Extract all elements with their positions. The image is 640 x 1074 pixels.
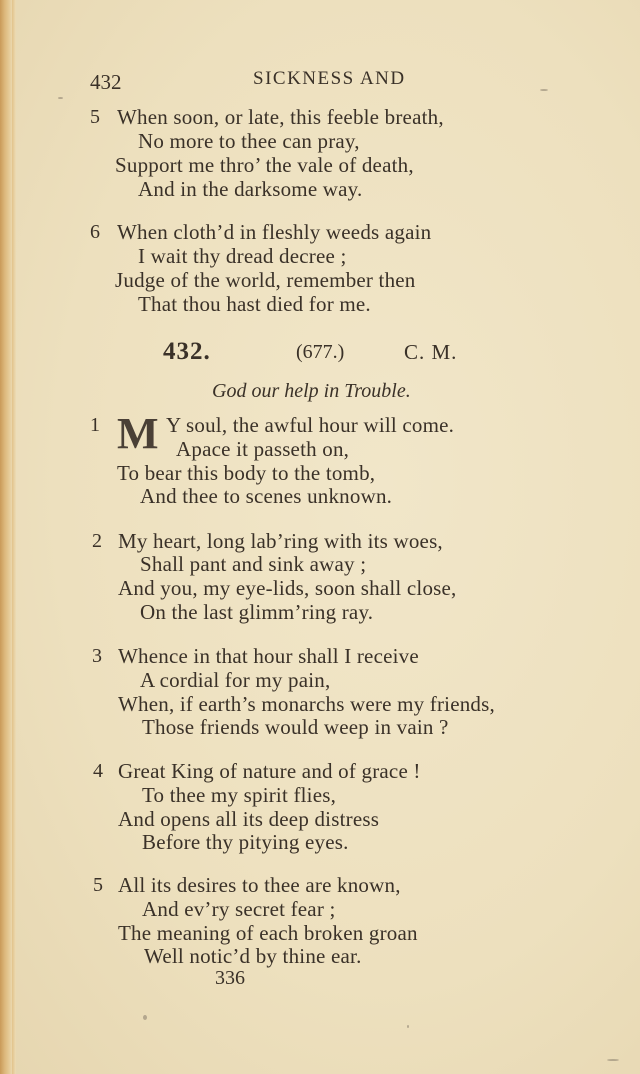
book-gutter-shadow bbox=[12, 0, 16, 1074]
hymn-title: God our help in Trouble. bbox=[212, 380, 411, 402]
paper-speck bbox=[607, 1059, 619, 1061]
verse-line: When soon, or late, this feeble breath, bbox=[117, 105, 444, 129]
verse-line: On the last glimm’ring ray. bbox=[140, 600, 374, 624]
signature-mark: 336 bbox=[215, 967, 245, 989]
paper-speck bbox=[58, 97, 63, 99]
paper-speck bbox=[143, 1015, 147, 1020]
verse-line: And opens all its deep distress bbox=[118, 807, 380, 831]
verse-line: Well notic’d by thine ear. bbox=[144, 944, 362, 968]
verse-line: Y soul, the awful hour will come. bbox=[166, 413, 455, 437]
verse-line: That thou hast died for me. bbox=[138, 292, 371, 316]
verse-line: When, if earth’s monarchs were my friends, bbox=[118, 692, 495, 716]
verse-line: Great King of nature and of grace ! bbox=[118, 759, 421, 783]
hymn-meter: C. M. bbox=[404, 340, 458, 364]
verse-line: And you, my eye-lids, soon shall close, bbox=[118, 576, 457, 600]
verse-line: The meaning of each broken groan bbox=[118, 921, 418, 945]
verse-number: 5 bbox=[93, 874, 103, 896]
verse-number: 6 bbox=[90, 221, 100, 243]
paper-speck bbox=[540, 89, 548, 91]
verse-number: 4 bbox=[93, 760, 103, 782]
running-title: SICKNESS AND bbox=[253, 68, 406, 89]
hymn-number: 432. bbox=[163, 338, 211, 365]
verse-line: Judge of the world, remember then bbox=[115, 268, 416, 292]
verse-line: My heart, long lab’ring with its woes, bbox=[118, 529, 443, 553]
verse-line: No more to thee can pray, bbox=[138, 129, 360, 153]
book-spine-edge bbox=[0, 0, 12, 1074]
page-number: 432 bbox=[90, 70, 122, 94]
verse-number: 2 bbox=[92, 530, 102, 552]
verse-number: 3 bbox=[92, 645, 102, 667]
verse-line: A cordial for my pain, bbox=[140, 668, 331, 692]
paper-speck bbox=[407, 1025, 409, 1028]
verse-line: Those friends would weep in vain ? bbox=[142, 715, 449, 739]
verse-line: When cloth’d in fleshly weeds again bbox=[117, 220, 432, 244]
verse-line: And thee to scenes unknown. bbox=[140, 484, 393, 508]
hymn-alt-number: (677.) bbox=[296, 341, 345, 363]
verse-line: And in the darksome way. bbox=[138, 177, 363, 201]
verse-line: Apace it passeth on, bbox=[176, 437, 350, 461]
verse-number: 1 bbox=[90, 414, 100, 436]
verse-line: Shall pant and sink away ; bbox=[140, 552, 367, 576]
verse-line: Support me thro’ the vale of death, bbox=[115, 153, 414, 177]
verse-line: To bear this body to the tomb, bbox=[117, 461, 376, 485]
verse-line: Whence in that hour shall I receive bbox=[118, 644, 419, 668]
verse-line: All its desires to thee are known, bbox=[118, 873, 401, 897]
verse-line: Before thy pitying eyes. bbox=[142, 830, 349, 854]
verse-line: To thee my spirit flies, bbox=[142, 783, 337, 807]
verse-line: And ev’ry secret fear ; bbox=[142, 897, 336, 921]
drop-cap: M bbox=[117, 409, 158, 458]
verse-number: 5 bbox=[90, 106, 100, 128]
verse-line: I wait thy dread decree ; bbox=[138, 244, 347, 268]
